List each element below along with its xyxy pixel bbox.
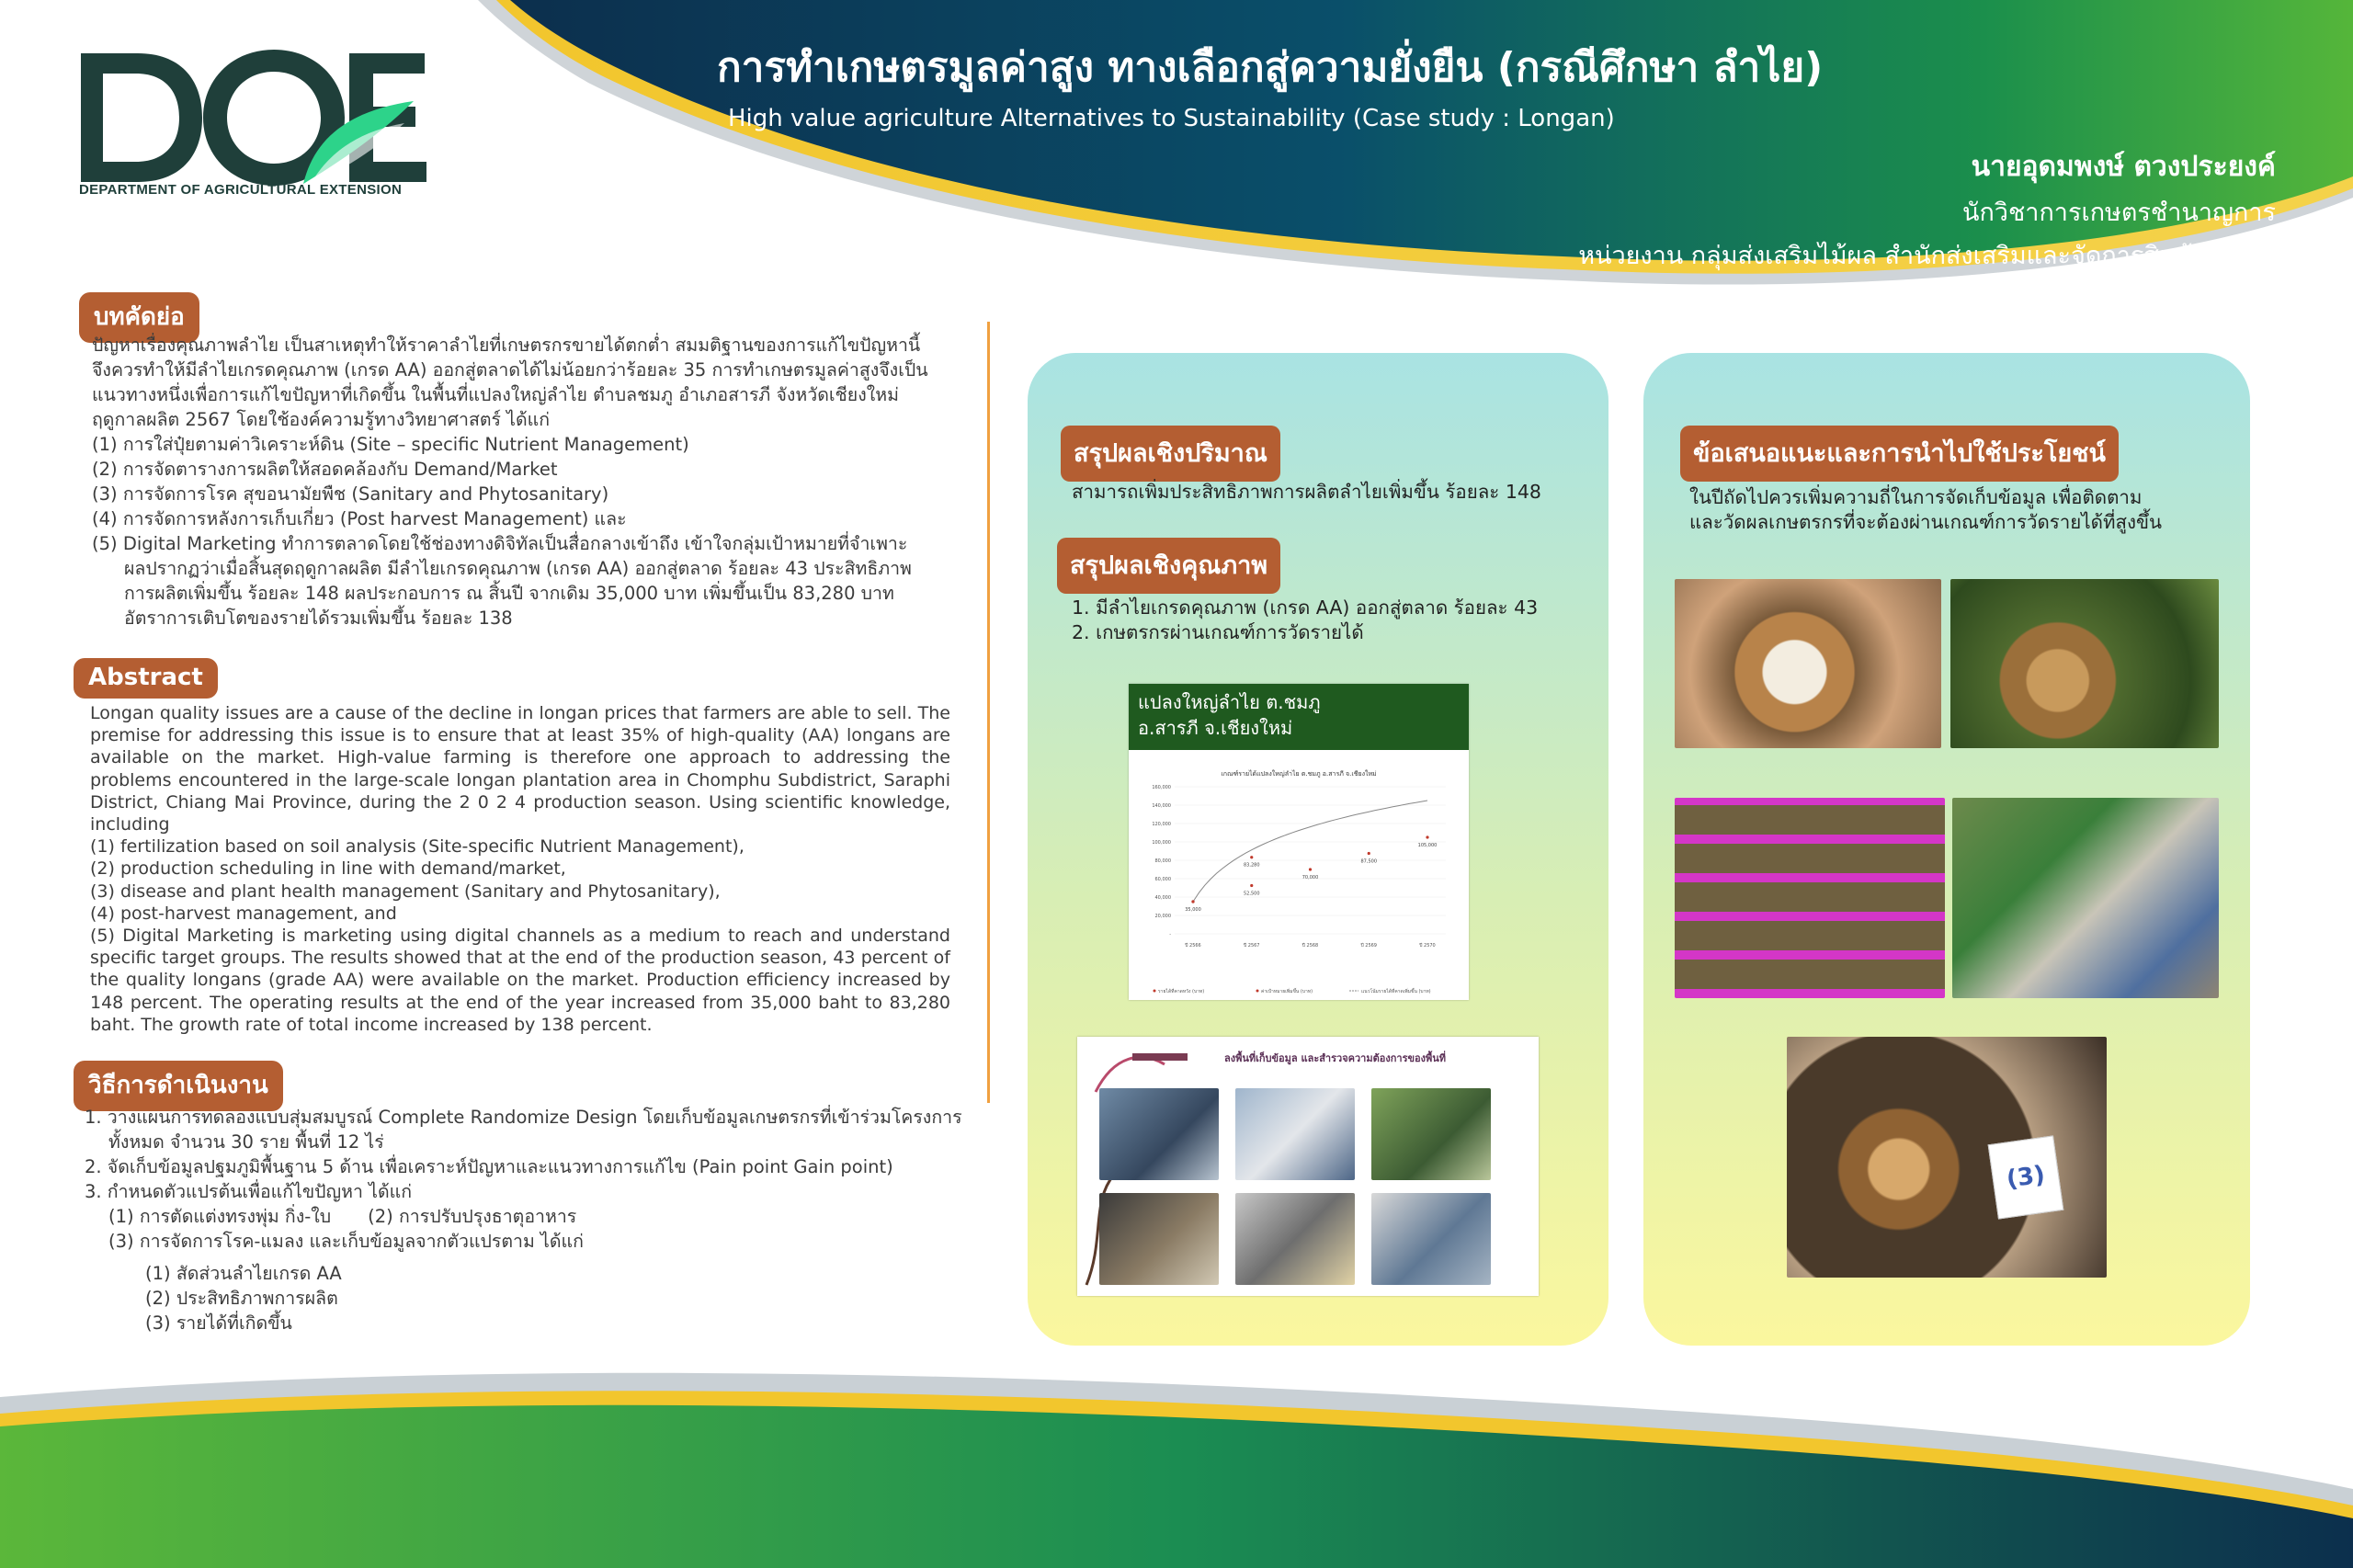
legend-trend: แนวโน้มรายได้ที่คาดเพิ่มขึ้น (บาท) [1361, 989, 1431, 994]
chart-y-tick: 60,000 [1154, 877, 1171, 882]
chart-data-label: 52,500 [1244, 891, 1260, 897]
grading-work-photo [1952, 798, 2219, 998]
quantity-text: สามารถเพิ่มประสิทธิภาพการผลิตลำไยเพิ่มขึ้น ร้อยละ 148 [1072, 481, 1541, 503]
quality-list [1072, 596, 1538, 645]
longan-crates-photo [1675, 798, 1945, 998]
legend-marker [1256, 990, 1259, 993]
meeting-photo [1099, 1088, 1219, 1180]
quality-item: 1. มีลำไยเกรดคุณภาพ (เกรด AA) ออกสู่ตลาด ร้อยละ 43 [1072, 597, 1539, 619]
chart-y-tick: 20,000 [1154, 914, 1171, 919]
abstract-en-paragraph: Longan quality issues are a cause of the decline in longan prices that farmers are able to sell. The premise for addressing this issue is to ensure that at least 35% of high-quality (AA) longans are available on the market. High-value farming is therefore one approach to addressing the problems encountered in the large-scale longan plantation area in Chomphu Subdistrict, Saraphi District, Chiang Mai Province, during the 2 0 2 4 production season. Using scientific knowledge, including [90, 703, 950, 835]
chart-figure [1129, 684, 1469, 1000]
chart-header-line: อ.สารภี จ.เชียงใหม่ [1138, 717, 1293, 739]
abstract-th-line: แนวทางหนึ่งเพื่อการแก้ไขปัญหาที่เกิดขึ้น ในพื้นที่แปลงใหญ่ลำไย ตำบลชมภู อำเภอสารภี จังหวัดเชียงใหม่ [92, 384, 899, 405]
recommendation-line: และวัดผลเกษตรกรที่จะต้องผ่านเกณฑ์การวัดรายได้ที่สูงขึ้น [1689, 511, 2163, 533]
method-dep-1: (1) สัดส่วนลำไยเกรด AA [145, 1263, 342, 1284]
abstract-th-line: (4) การจัดการหลังการเก็บเกี่ยว (Post harvest Management) และ [92, 508, 627, 529]
chart-y-tick: - [1169, 932, 1171, 937]
sample-tag: (3) [1988, 1135, 2064, 1219]
chart-data-label: 105,000 [1417, 843, 1438, 848]
method-dep-2: (2) ประสิทธิภาพการผลิต [145, 1288, 338, 1309]
chart-point [1250, 856, 1253, 858]
longan-measurement-photo [1787, 1037, 2107, 1278]
author-name: นายอุดมพงษ์ ตวงประยงค์ [1971, 151, 2276, 183]
quality-item: 2. เกษตรกรผ่านเกณฑ์การวัดรายได้ [1072, 621, 1364, 643]
abstract-th-line: (3) การจัดการโรค สุขอนามัยพืช (Sanitary and Phytosanitary) [92, 483, 609, 505]
abstract-th-item5: การผลิตเพิ่มขึ้น ร้อยละ 148 ผลประกอบการ ณ สิ้นปี จากเดิม 35,000 บาท เพิ่มขึ้นเป็น 83,280 บาท [124, 583, 894, 604]
legend-series-1: รายได้ที่คาดหวัง (บาท) [1158, 989, 1205, 994]
abstract-th-item5: อัตราการเติบโตของรายได้รวมเพิ่มขึ้น ร้อยละ 138 [124, 608, 513, 629]
method-step-3: 3. กำหนดตัวแปรต้นเพื่อแก้ไขปัญหา ได้แก่ [85, 1181, 413, 1202]
chart-header [1129, 684, 1469, 750]
field-photo-board [1077, 1037, 1539, 1296]
chart-x-tick: ปี 2569 [1360, 943, 1377, 949]
method-sub-3: (3) การจัดการโรค-แมลง และเก็บข้อมูลจากตัวแปรตาม ได้แก่ [108, 1231, 584, 1252]
chart-point [1368, 852, 1370, 855]
chart-y-tick: 120,000 [1152, 822, 1171, 827]
chart-x-tick: ปี 2567 [1244, 943, 1260, 949]
chart-y-tick: 140,000 [1152, 803, 1171, 809]
recommendations-label: ข้อเสนอแนะและการนำไปใช้ประโยชน์ [1680, 426, 2119, 482]
storage-photo [1099, 1193, 1219, 1285]
method-dep-3: (3) รายได้ที่เกิดขึ้น [145, 1312, 292, 1334]
abstract-th-line: ฤดูกาลผลิต 2567 โดยใช้องค์ความรู้ทางวิทยาศาสตร์ ได้แก่ [92, 409, 551, 430]
abstract-th-item5: ผลปรากฏว่าเมื่อสิ้นสุดฤดูกาลผลิต มีลำไยเกรดคุณภาพ (เกรด AA) ออกสู่ตลาด ร้อยละ 43 ประสิทธิภาพ [124, 558, 912, 579]
abstract-th-line: ปัญหาเรื่องคุณภาพลำไย เป็นสาเหตุทำให้ราคาลำไยที่เกษตรกรขายได้ตกต่ำ สมมติฐานของการแก้ไขปัญหานี้ [92, 335, 921, 356]
method-step-1: 1. วางแผนการทดลองแบบสุ่มสมบูรณ์ Complete Randomize Design โดยเก็บข้อมูลเกษตรกรที่เข้าร่วมโครงการ [85, 1107, 962, 1128]
chart-trend-line [1193, 801, 1427, 902]
chart-point [1426, 835, 1428, 838]
abstract-th-body [92, 333, 956, 631]
abstract-en-body [90, 702, 950, 1036]
recommendation-line: ในปีถัดไปควรเพิ่มความถี่ในการจัดเก็บข้อมูล เพื่อติดตาม [1689, 486, 2143, 508]
method-sub-2: (2) การปรับปรุงธาตุอาหาร [368, 1206, 577, 1227]
abstract-th-line: (2) การจัดตารางการผลิตให้สอดคล้องกับ Demand/Market [92, 459, 558, 480]
abstract-en-item: (1) fertilization based on soil analysis (Site-specific Nutrient Management), [90, 836, 745, 858]
method-step-1-cont: ทั้งหมด จำนวน 30 ราย พื้นที่ 12 ไร่ [108, 1131, 384, 1153]
legend-marker [1154, 990, 1156, 993]
chart-data-label: 35,000 [1185, 907, 1201, 913]
equipment-photo [1235, 1193, 1355, 1285]
chart-data-label: 83,280 [1244, 862, 1260, 869]
poster-title-english: High value agriculture Alternatives to Sustainability (Case study : Longan) [728, 105, 1615, 132]
abstract-th-item5: (5) Digital Marketing ทำการตลาดโดยใช้ช่องทางดิจิทัลเป็นสื่อกลางเข้าถึง เข้าใจกลุ่มเป้าหมายที่จำเพาะ [92, 533, 908, 554]
chart-x-tick: ปี 2570 [1419, 943, 1436, 949]
chart-data-label: 70,000 [1302, 875, 1319, 881]
abstract-th-label: บทคัดย่อ [79, 292, 199, 343]
logo-caption: DEPARTMENT OF AGRICULTURAL EXTENSION [79, 182, 403, 198]
meeting-photo [1371, 1193, 1491, 1285]
author-position: นักวิชาการเกษตรชำนาญการ [1962, 199, 2276, 227]
author-unit: หน่วยงาน กลุ่มส่งเสริมไม้ผล สำนักส่งเสริมและจัดการสินค้าเกษตร [1578, 242, 2276, 270]
column-divider [987, 322, 990, 1103]
methods-body [85, 1105, 967, 1335]
doae-logo [74, 46, 432, 202]
chart-y-tick: 40,000 [1154, 895, 1171, 901]
chart-x-tick: ปี 2568 [1302, 943, 1319, 949]
poster-title-thai: การทำเกษตรมูลค่าสูง ทางเลือกสู่ความยั่งยืน (กรณีศึกษา ลำไย) [717, 44, 1824, 91]
chart-point [1250, 884, 1253, 887]
chart-title: เกณฑ์รายได้แปลงใหญ่ลำไย ต.ชมภู อ.สารภี จ.เชียงใหม่ [1221, 770, 1377, 778]
method-sub-1: (1) การตัดแต่งทรงพุ่ม กิ่ง-ใบ [108, 1206, 332, 1227]
method-step-2: 2. จัดเก็บข้อมูลปฐมภูมิพื้นฐาน 5 ด้าน เพื่อเคราะห์ปัญหาและแนวทางการแก้ไข (Pain point Gain point) [85, 1156, 893, 1177]
methods-label: วิธีการดำเนินงาน [74, 1061, 283, 1111]
chart-y-tick: 80,000 [1154, 858, 1171, 864]
quality-label: สรุปผลเชิงคุณภาพ [1057, 538, 1280, 594]
recommendations-text [1689, 485, 2162, 535]
chart-point [1309, 868, 1312, 870]
author-block [1578, 145, 2276, 275]
quantity-label: สรุปผลเชิงปริมาณ [1061, 426, 1280, 482]
legend-series-2: ค่าเป้าหมายเพิ่มขึ้น (บาท) [1261, 989, 1313, 994]
peeled-longan-photo [1675, 579, 1941, 748]
income-chart [1129, 750, 1469, 1000]
photo-board-title: ลงพื้นที่เก็บข้อมูล และสำรวจความต้องการของพื้นที่ [1224, 1052, 1446, 1064]
longan-tree-photo [1950, 579, 2219, 748]
abstract-en-label: Abstract [74, 658, 218, 699]
chart-data-label: 87,500 [1360, 858, 1377, 865]
meeting-photo [1235, 1088, 1355, 1180]
abstract-th-line: จึงควรทำให้มีลำไยเกรดคุณภาพ (เกรด AA) ออกสู่ตลาดได้ไม่น้อยกว่าร้อยละ 35 การทำเกษตรมูลค่าสูงจึงเป็น [92, 359, 928, 381]
orchard-photo [1371, 1088, 1491, 1180]
chart-y-tick: 100,000 [1152, 840, 1171, 846]
chart-x-tick: ปี 2566 [1185, 943, 1201, 949]
abstract-en-item: (3) disease and plant health management (Sanitary and Phytosanitary), [90, 881, 721, 902]
chart-y-tick: 160,000 [1152, 785, 1171, 790]
abstract-th-line: (1) การใส่ปุ๋ยตามค่าวิเคราะห์ดิน (Site – specific Nutrient Management) [92, 434, 689, 455]
abstract-en-closing: (5) Digital Marketing is marketing using digital channels as a medium to reach and understand specific target groups. The results showed that at the end of the production season, 43 percent of the quality longans (grade AA) were available on the market. Production efficiency increased by 148 percent. The operating results at the end of the year increased from 35,000 baht to 83,280 baht. The growth rate of total income increased by 138 percent. [90, 926, 950, 1035]
abstract-en-item: (4) post-harvest management, and [90, 903, 397, 924]
footer-band [0, 1360, 2353, 1568]
abstract-en-item: (2) production scheduling in line with demand/market, [90, 858, 566, 880]
chart-point [1191, 900, 1194, 903]
chart-header-line: แปลงใหญ่ลำไย ต.ชมภู [1138, 691, 1321, 713]
